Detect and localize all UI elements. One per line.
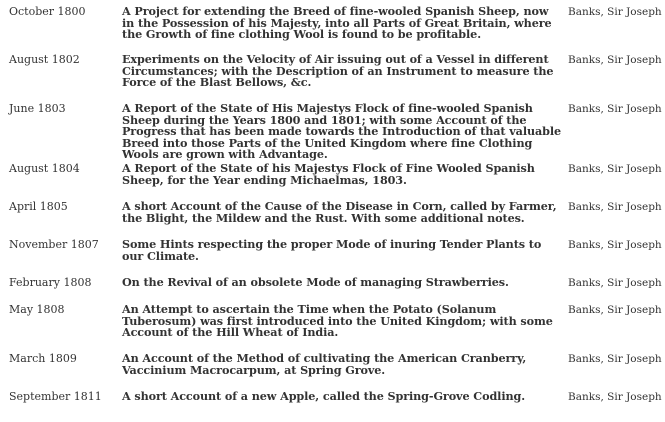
publication-title: Experiments on the Velocity of Air issuing out of a Vessel in different Circumstances; with the Description of an Instrument to measure the Force of the Blast Bellows, &c. — [122, 52, 554, 89]
publication-date: August 1804 — [9, 162, 80, 175]
publication-author: Banks, Sir Joseph — [568, 304, 662, 316]
publication-title: A Report of the State of his Majestys Flock of Fine Wooled Spanish Sheep, for the Year ending Michaelmas, 1803. — [122, 161, 535, 187]
publication-date: April 1805 — [9, 200, 68, 213]
publication-date: February 1808 — [9, 276, 92, 289]
publication-title: On the Revival of an obsolete Mode of managing Strawberries. — [122, 275, 509, 289]
publication-date: November 1807 — [9, 238, 99, 251]
publication-title: A short Account of the Cause of the Disease in Corn, called by Farmer, the Blight, the Mildew and the Rust. With some additional notes. — [122, 199, 557, 225]
publication-author: Banks, Sir Joseph — [568, 163, 662, 175]
publication-date: May 1808 — [9, 303, 65, 316]
publication-date: August 1802 — [9, 53, 80, 66]
publication-author: Banks, Sir Joseph — [568, 391, 662, 403]
publication-author: Banks, Sir Joseph — [568, 239, 662, 251]
publication-date: March 1809 — [9, 352, 77, 365]
publication-author: Banks, Sir Joseph — [568, 277, 662, 289]
publication-date: October 1800 — [9, 5, 86, 18]
publication-title: Some Hints respecting the proper Mode of inuring Tender Plants to our Climate. — [122, 237, 542, 263]
publication-author: Banks, Sir Joseph — [568, 6, 662, 18]
publication-author: Banks, Sir Joseph — [568, 201, 662, 213]
publication-date: June 1803 — [9, 102, 66, 115]
publication-date: September 1811 — [9, 390, 102, 403]
publication-title: A Project for extending the Breed of fine-wooled Spanish Sheep, now in the Possession of his Majesty, into all Parts of Great Britain, where the Growth of fine clothing Wool is found to be profitable. — [122, 4, 552, 41]
publication-title: An Attempt to ascertain the Time when the Potato (Solanum Tuberosum) was first introduced into the United Kingdom; with some Account of the Hill Wheat of India. — [122, 302, 553, 339]
publication-author: Banks, Sir Joseph — [568, 54, 662, 66]
publication-author: Banks, Sir Joseph — [568, 353, 662, 365]
publication-author: Banks, Sir Joseph — [568, 103, 662, 115]
publication-title: A short Account of a new Apple, called the Spring-Grove Codling. — [122, 389, 526, 403]
publication-title: A Report of the State of His Majestys Flock of fine-wooled Spanish Sheep during the Years 1800 and 1801; with some Account of the Progress that has been made towards the Introduction of that valuable Breed into those Parts of the United Kingdom where fine Clothing Wools are grown with Advantage. — [122, 101, 562, 161]
publication-title: An Account of the Method of cultivating the American Cranberry, Vaccinium Macrocarpum, at Spring Grove. — [122, 351, 527, 377]
